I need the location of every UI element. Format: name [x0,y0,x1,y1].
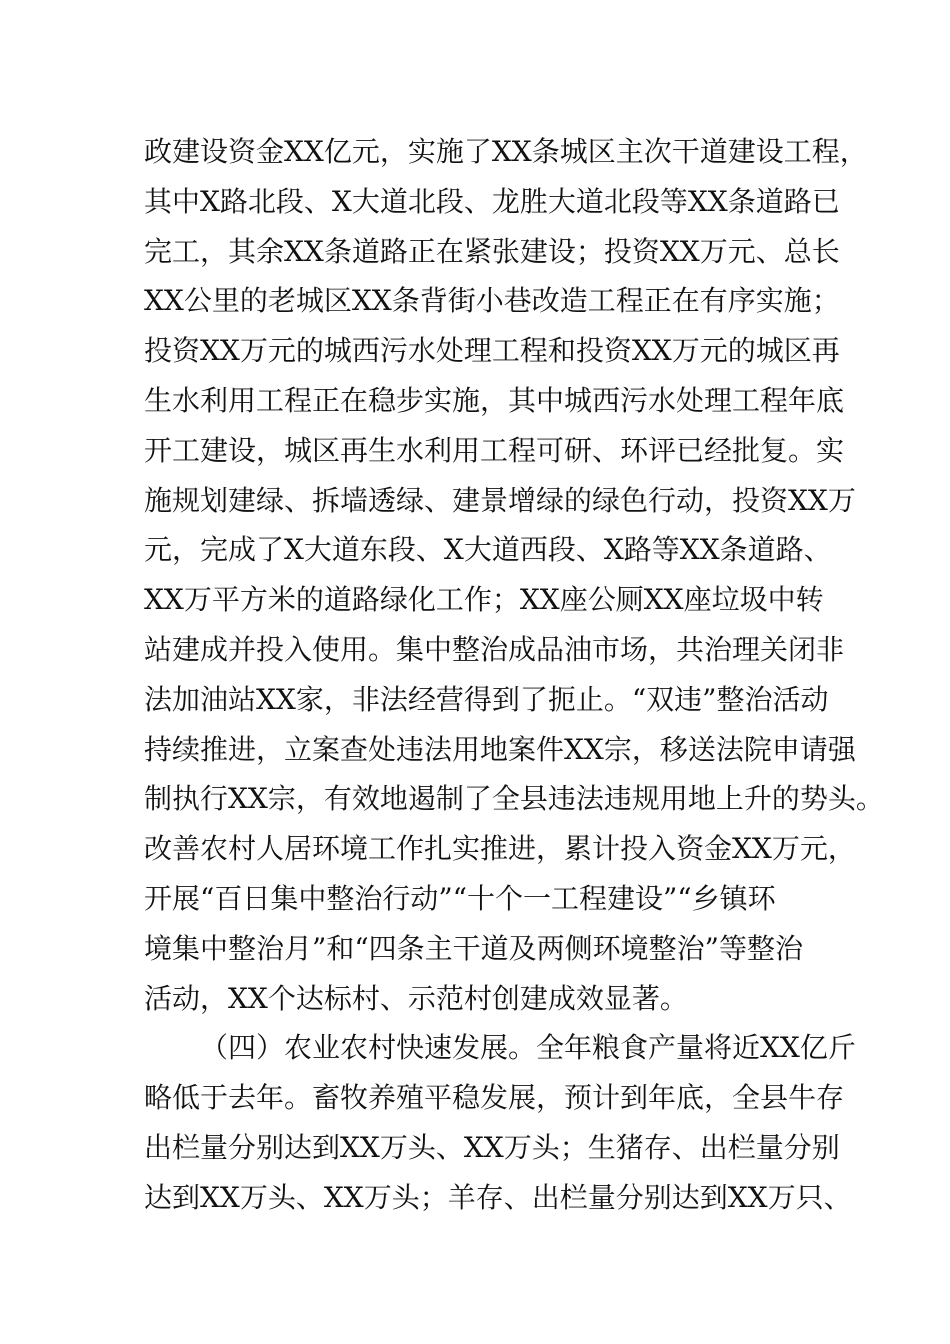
text-line: XX万平方米的道路绿化工作；XX座公厕XX座垃圾中转 [144,583,824,617]
text-line: 略低于去年。畜牧养殖平稳发展，预计到年底，全县牛存 [144,1081,845,1115]
section-heading-line: （四）农业农村快速发展。全年粮食产量将近XX亿斤 [200,1031,856,1065]
text-line: 施规划建绿、拆墙透绿、建景增绿的绿色行动，投资XX万 [144,483,856,517]
text-line: 法加油站XX家，非法经营得到了扼止。“双违”整治活动 [144,682,829,716]
text-line: 境集中整治月”和“四条主干道及两侧环境整治”等整治 [144,931,803,965]
text-line: 改善农村人居环境工作扎实推进，累计投入资金XX万元， [144,832,856,866]
text-line: 政建设资金XX亿元，实施了XX条城区主次干道建设工程， [144,135,868,168]
text-line: XX公里的老城区XX条背街小巷改造工程正在有序实施； [144,284,840,318]
text-line: 持续推进，立案查处违法用地案件XX宗，移送法院申请强 [144,732,856,766]
text-line: 其中X路北段、X大道北段、龙胜大道北段等XX条道路已 [144,184,840,218]
text-line: 出栏量分别达到XX万头、XX万头；生猪存、出栏量分别 [144,1130,840,1164]
text-line: 开展“百日集中整治行动”“十个一工程建设”“乡镇环 [144,881,776,915]
text-line: 站建成并投入使用。集中整治成品油市场，共治理关闭非 [144,632,845,666]
text-line: 完工，其余XX条道路正在紧张建设；投资XX万元、总长 [144,234,840,268]
text-line: 达到XX万头、XX万头；羊存、出栏量分别达到XX万只、 [144,1180,852,1214]
text-line: 元，完成了X大道东段、X大道西段、X路等XX条道路、 [144,533,832,567]
text-line: 活动，XX个达标村、示范村创建成效显著。 [144,981,688,1015]
body-text [144,127,884,1223]
text-line: 制执行XX宗，有效地遏制了全县违法违规用地上升的势头。 [144,782,884,816]
text-line: 投资XX万元的城西污水处理工程和投资XX万元的城区再 [144,334,840,368]
text-line: 生水利用工程正在稳步实施，其中城西污水处理工程年底 [144,383,845,417]
text-line: 开工建设，城区再生水利用工程可研、环评已经批复。实 [144,433,845,467]
